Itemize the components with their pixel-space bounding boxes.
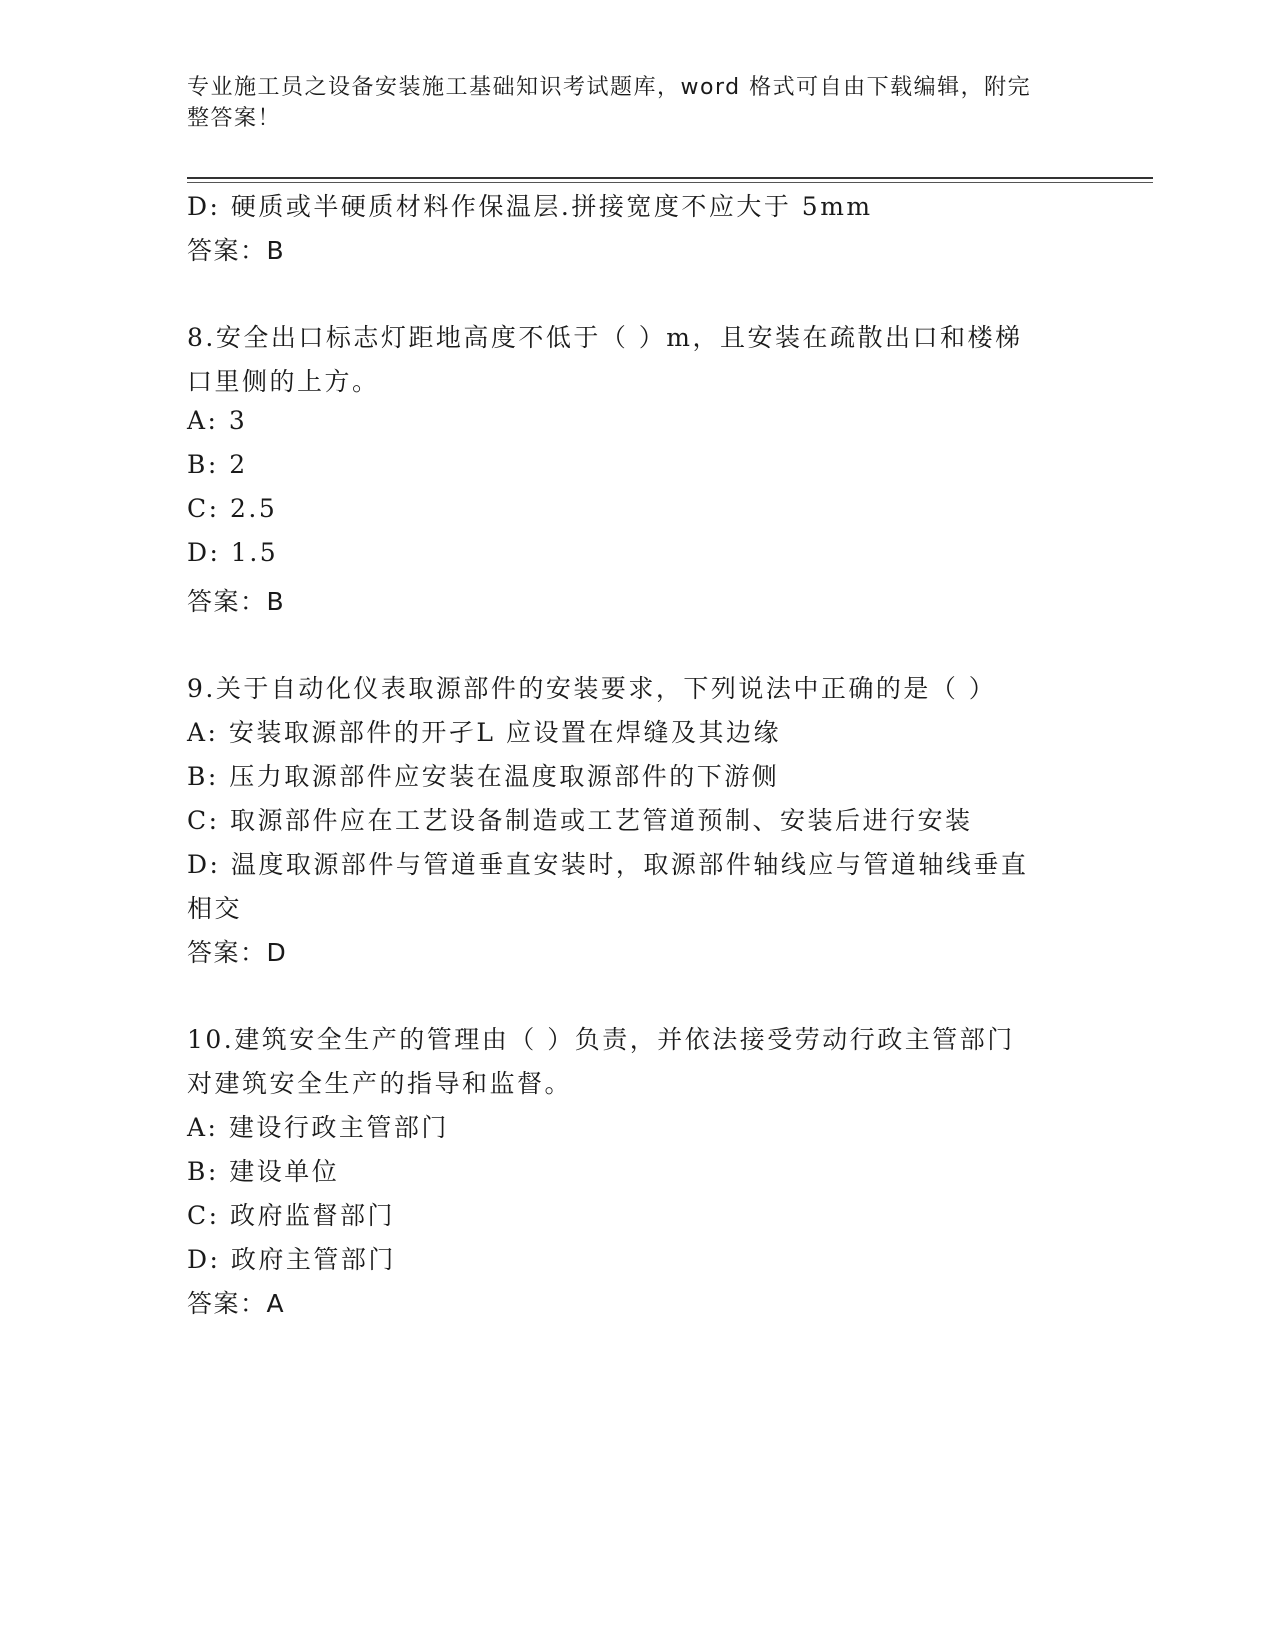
q8-answer: 答案：B	[187, 587, 286, 616]
q10-answer: 答案：A	[187, 1289, 286, 1318]
q9-stem: 9.关于自动化仪表取源部件的安装要求，下列说法中正确的是（ ）	[187, 674, 997, 703]
q8-option-c: C: 2.5	[187, 494, 278, 523]
document-header	[187, 72, 1067, 134]
q10-option-b: B: 建设单位	[187, 1157, 340, 1186]
header-divider-thin	[187, 182, 1153, 183]
q10-option-d: D: 政府主管部门	[187, 1245, 396, 1274]
header-line-2: 整答案！	[187, 106, 282, 131]
q9-option-b: B: 压力取源部件应安装在温度取源部件的下游侧	[187, 762, 780, 791]
q10-stem-line-2: 对建筑安全生产的指导和监督。	[187, 1069, 573, 1098]
q9-option-a: A: 安装取源部件的开孑L 应设置在焊缝及其边缘	[187, 718, 781, 747]
q7-answer: 答案：B	[187, 236, 286, 265]
q9-option-d-line-1: D: 温度取源部件与管道垂直安装时，取源部件轴线应与管道轴线垂直	[187, 850, 1029, 879]
q8-option-b: B: 2	[187, 450, 248, 479]
q8-option-d: D: 1.5	[187, 538, 279, 567]
q10-stem-line-1: 10.建筑安全生产的管理由（ ）负责，并依法接受劳动行政主管部门	[187, 1025, 1015, 1054]
q10-option-c: C: 政府监督部门	[187, 1201, 395, 1230]
q7-option-d: D: 硬质或半硬质材料作保温层.拼接宽度不应大于 5mm	[187, 192, 873, 221]
q8-stem-line-1: 8.安全出口标志灯距地高度不低于（ ）m，且安装在疏散出口和楼梯	[187, 323, 1023, 352]
q9-option-c: C: 取源部件应在工艺设备制造或工艺管道预制、安装后进行安装	[187, 806, 973, 835]
q10-option-a: A: 建设行政主管部门	[187, 1113, 449, 1142]
q8-stem-line-2: 口里侧的上方。	[187, 367, 380, 396]
header-line-1: 专业施工员之设备安装施工基础知识考试题库，word 格式可自由下载编辑，附完	[187, 75, 1032, 100]
header-divider-thick	[187, 177, 1153, 179]
q8-option-a: A: 3	[187, 406, 248, 435]
q9-option-d-line-2: 相交	[187, 894, 243, 923]
q9-answer: 答案：D	[187, 938, 288, 967]
